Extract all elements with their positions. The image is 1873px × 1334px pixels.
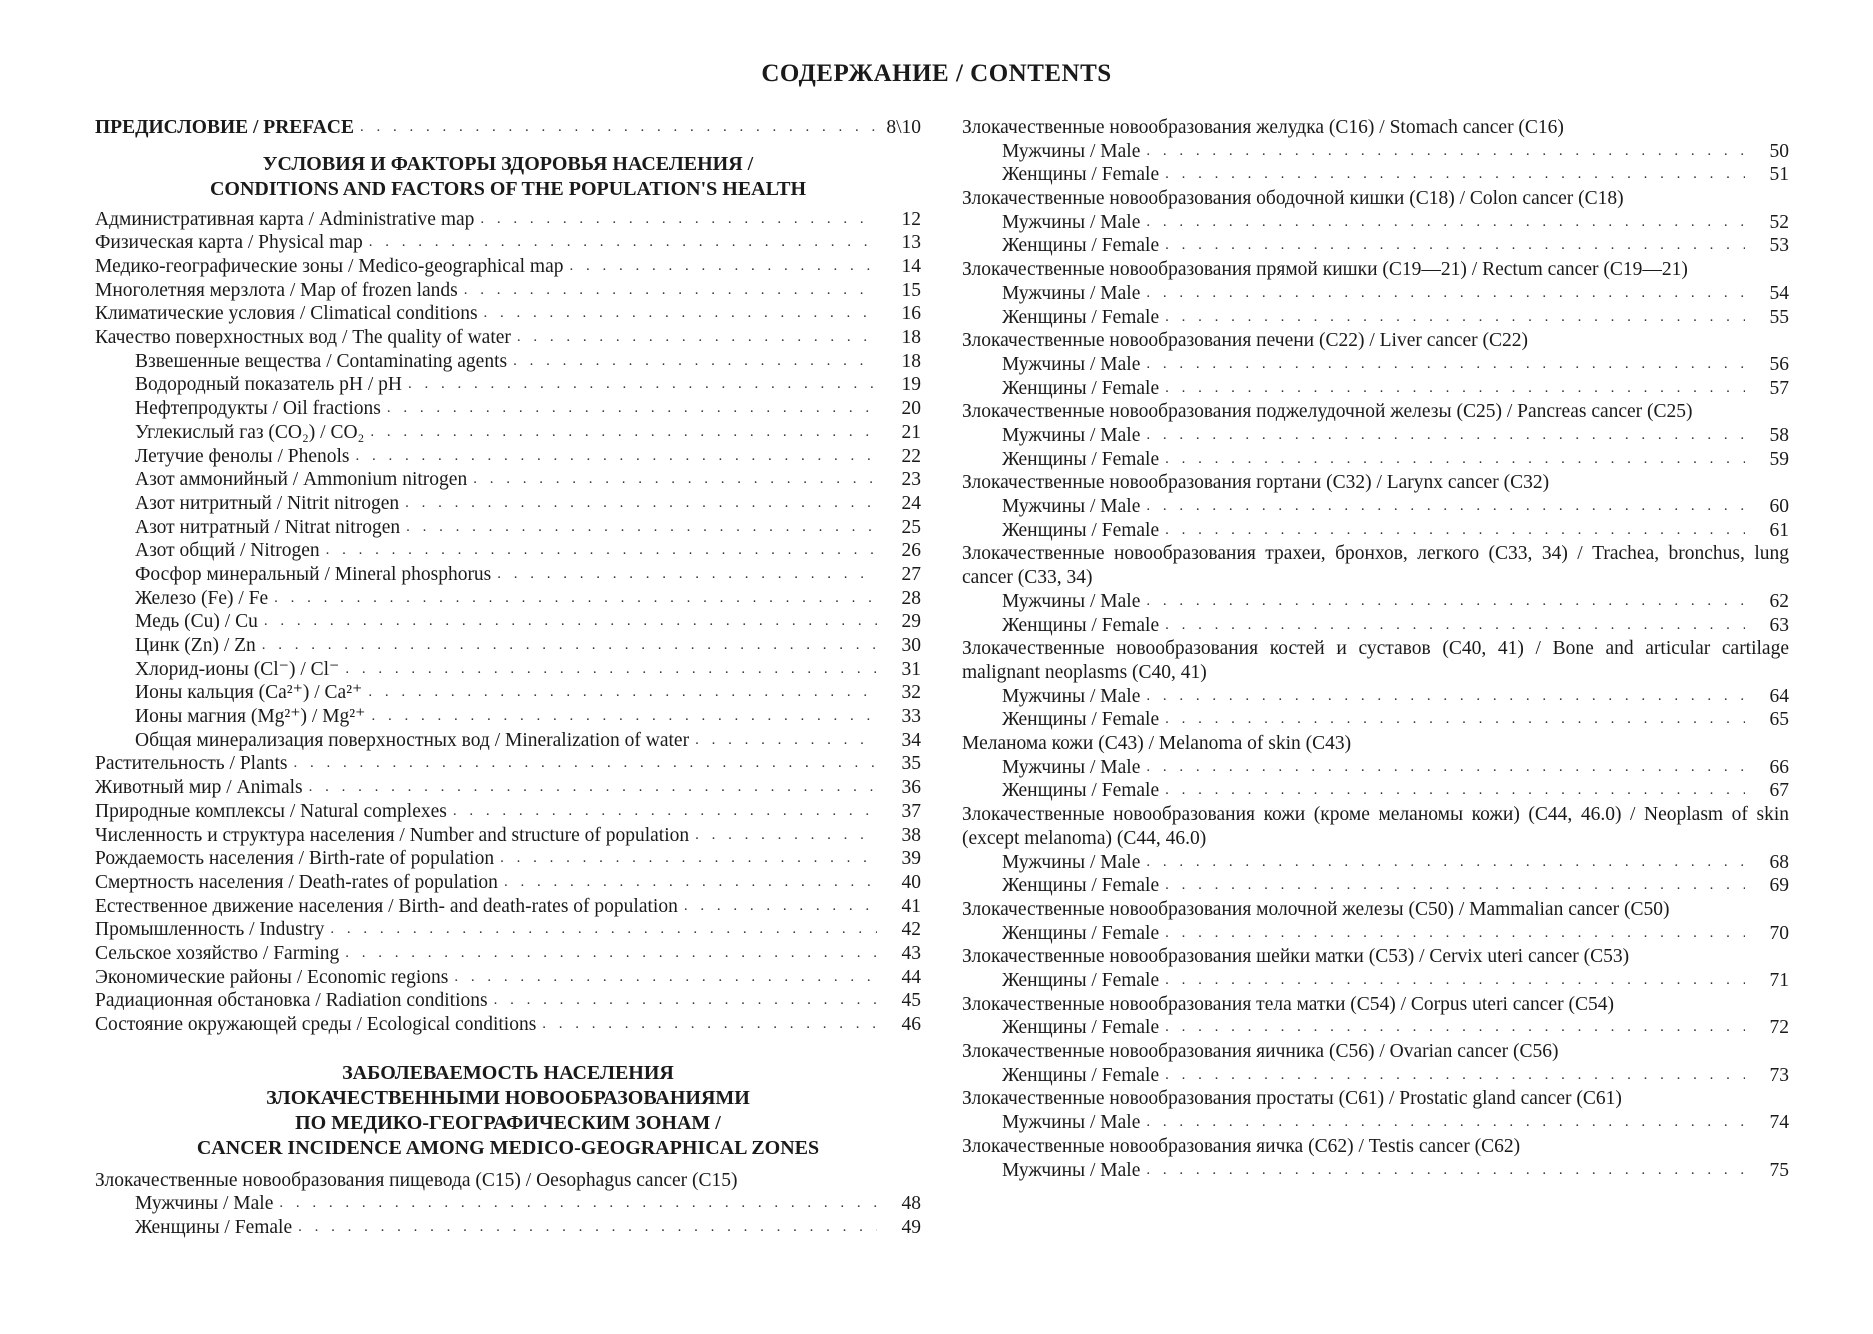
leader-dots [1165, 234, 1745, 258]
leader-dots [356, 445, 877, 469]
toc-entry-label: Женщины / Female [1002, 377, 1160, 399]
toc-page-number: 42 [901, 919, 921, 941]
leader-dots [387, 397, 877, 421]
toc-entry[interactable] [95, 871, 921, 895]
toc-entry-label: Женщины / Female [1002, 306, 1160, 328]
leader-dots [480, 208, 877, 232]
leader-dots [1165, 922, 1745, 946]
toc-group-heading: Злокачественные новообразования гортани (C32) / Larynx cancer (C32) [962, 472, 1550, 494]
toc-entry[interactable] [962, 211, 1789, 235]
toc-entry-label: Рождаемость населения / Birth-rate of population [95, 848, 495, 870]
toc-entry[interactable] [962, 590, 1789, 614]
toc-entry-label: Фосфор минеральный / Mineral phosphorus [135, 563, 492, 585]
contents-right-column [962, 116, 1789, 1182]
toc-entry[interactable] [95, 634, 921, 658]
toc-page-number: 75 [1769, 1159, 1789, 1181]
toc-page-number: 48 [901, 1193, 921, 1215]
leader-dots [326, 539, 877, 563]
toc-entry[interactable] [962, 353, 1789, 377]
toc-entry-label: Мужчины / Male [1002, 1159, 1141, 1181]
toc-entry[interactable] [962, 756, 1789, 780]
toc-entry[interactable] [962, 519, 1789, 543]
toc-page-number: 34 [901, 729, 921, 751]
toc-page-number: 37 [901, 800, 921, 822]
toc-entry-preface[interactable] [95, 116, 921, 140]
toc-page-number: 28 [901, 587, 921, 609]
toc-page-number: 50 [1769, 140, 1789, 162]
toc-entry-label: Ионы кальция (Ca²⁺) / Ca²⁺ [135, 682, 363, 704]
toc-list-cancer-left [95, 1169, 921, 1240]
leader-dots [1165, 163, 1745, 187]
toc-page-number: 74 [1769, 1112, 1789, 1134]
toc-group-heading: Злокачественные новообразования желудка (C16) / Stomach cancer (C16) [962, 117, 1564, 138]
toc-entry[interactable] [95, 824, 921, 848]
toc-group-heading: Злокачественные новообразования тела матки (C54) / Corpus uteri cancer (C54) [962, 993, 1614, 1015]
toc-page-number: 18 [901, 350, 921, 372]
leader-dots [1146, 495, 1745, 519]
section-heading-cancer-incidence [95, 1061, 921, 1161]
toc-entry-label: Женщины / Female [1002, 780, 1160, 802]
toc-entry[interactable] [95, 445, 921, 469]
toc-group-heading: Злокачественные новообразования яичка (C62) / Testis cancer (C62) [962, 1135, 1521, 1157]
toc-entry-label: Ионы магния (Mg²⁺) / Mg²⁺ [135, 706, 366, 728]
leader-dots [405, 492, 877, 516]
leader-dots [371, 705, 877, 729]
toc-page-number: 51 [1769, 164, 1789, 186]
toc-entry[interactable] [95, 1216, 921, 1240]
leader-dots [542, 1013, 877, 1037]
toc-entry[interactable] [962, 140, 1789, 164]
toc-entry-label: Мужчины / Male [1002, 425, 1141, 446]
toc-entry-label: Железо (Fe) / Fe [135, 587, 269, 609]
toc-entry-label: Женщины / Female [1002, 922, 1160, 944]
leader-dots [1146, 353, 1745, 377]
toc-entry[interactable] [95, 516, 921, 540]
toc-page-number: 22 [901, 445, 921, 467]
toc-entry-label: Промышленность / Industry [95, 919, 325, 941]
toc-entry[interactable] [95, 729, 921, 753]
toc-page-number: 23 [901, 469, 921, 491]
toc-group-heading: Злокачественные новообразования печени (C22) / Liver cancer (C22) [962, 330, 1528, 352]
toc-page-number: 29 [901, 611, 921, 633]
toc-group-heading: Злокачественные новообразования яичника (C56) / Ovarian cancer (C56) [962, 1041, 1559, 1063]
leader-dots [1165, 779, 1745, 803]
toc-page-number: 33 [901, 706, 921, 728]
toc-entry-label: Водородный показатель pH / pH [135, 374, 402, 396]
toc-entry-label: Углекислый газ (CO₂) / CO₂ [135, 421, 365, 443]
section-heading-line: ПО МЕДИКО-ГЕОГРАФИЧЕСКИМ ЗОНАМ / [295, 1111, 721, 1134]
leader-dots [369, 231, 877, 255]
toc-page-number: 62 [1769, 590, 1789, 612]
leader-dots [1165, 614, 1745, 638]
toc-entry-label: Мужчины / Male [1002, 282, 1141, 304]
leader-dots [1165, 708, 1745, 732]
toc-page-number: 21 [901, 421, 921, 443]
toc-entry[interactable] [95, 326, 921, 350]
toc-entry-label: Климатические условия / Climatical conditions [95, 303, 478, 325]
toc-group-heading: Злокачественные новообразования ободочной кишки (C18) / Colon cancer (C18) [962, 188, 1624, 210]
toc-entry[interactable] [962, 685, 1789, 709]
toc-entry-label: Азот аммонийный / Ammonium nitrogen [135, 469, 468, 491]
leader-dots [1146, 590, 1745, 614]
toc-entry[interactable] [95, 918, 921, 942]
toc-page-number: 55 [1769, 306, 1789, 328]
toc-entry[interactable] [962, 424, 1789, 448]
toc-entry-label: Радиационная обстановка / Radiation conditions [95, 990, 488, 1012]
toc-entry[interactable] [95, 942, 921, 966]
toc-entry-label: Мужчины / Male [1002, 590, 1141, 612]
toc-page-number: 41 [901, 895, 921, 917]
toc-entry[interactable] [962, 495, 1789, 519]
toc-page-number: 15 [901, 279, 921, 301]
leader-dots [569, 255, 877, 279]
toc-page-number: 44 [901, 966, 921, 988]
leader-dots [1165, 969, 1745, 993]
toc-list-cancer-right [962, 116, 1789, 1182]
toc-page-number: 52 [1769, 211, 1789, 233]
leader-dots [500, 847, 877, 871]
toc-entry-label: Женщины / Female [1002, 519, 1160, 541]
toc-entry-label: Качество поверхностных вод / The quality of water [95, 327, 511, 349]
toc-entry-label: Нефтепродукты / Oil fractions [135, 398, 381, 420]
leader-dots [1165, 1016, 1745, 1040]
toc-entry-label: Азот нитритный / Nitrit nitrogen [135, 492, 400, 514]
contents-left-column [95, 116, 921, 1240]
leader-dots [494, 989, 877, 1013]
toc-entry-label: Физическая карта / Physical map [95, 232, 363, 254]
toc-page-number: 16 [901, 303, 921, 325]
leader-dots [1146, 424, 1745, 448]
toc-entry[interactable] [95, 350, 921, 374]
leader-dots [454, 966, 877, 990]
toc-entry-label: Многолетняя мерзлота / Map of frozen lands [95, 279, 458, 301]
toc-group-heading: Злокачественные новообразования пищевода (C15) / Oesophagus cancer (C15) [95, 1169, 738, 1191]
toc-list-conditions [95, 208, 921, 1037]
toc-entry[interactable] [962, 969, 1789, 993]
leader-dots [1146, 685, 1745, 709]
toc-entry-label: Общая минерализация поверхностных вод / Mineralization of water [135, 729, 690, 751]
toc-entry[interactable] [95, 966, 921, 990]
toc-page-number: 39 [901, 848, 921, 870]
toc-entry[interactable] [95, 847, 921, 871]
toc-entry-label: Хлорид-ионы (Cl⁻) / Cl⁻ [135, 658, 340, 680]
toc-entry-label: Женщины / Female [1002, 614, 1160, 636]
toc-page-number: 19 [901, 374, 921, 396]
toc-page-number: 31 [901, 658, 921, 680]
leader-dots [513, 350, 877, 374]
toc-page-number: 27 [901, 563, 921, 585]
toc-entry[interactable] [95, 705, 921, 729]
toc-page-number: 18 [901, 327, 921, 349]
toc-page-number: 68 [1769, 851, 1789, 873]
section-heading-conditions [95, 152, 921, 202]
toc-entry-label: Женщины / Female [1002, 448, 1160, 470]
toc-page-number: 59 [1769, 448, 1789, 470]
toc-entry-label: Цинк (Zn) / Zn [135, 635, 256, 657]
toc-entry-label: Женщины / Female [1002, 164, 1160, 186]
toc-group-heading: Злокачественные новообразования кожи (кроме меланомы кожи) (C44, 46.0) / Neoplasm of skin (except melanoma) (C44, 46.0) [962, 804, 1789, 849]
toc-group-heading: Меланома кожи (C43) / Melanoma of skin (C43) [962, 733, 1352, 755]
toc-page-number: 38 [901, 824, 921, 846]
toc-entry-label: Мужчины / Male [1002, 496, 1141, 518]
section-heading-line: УСЛОВИЯ И ФАКТОРЫ ЗДОРОВЬЯ НАСЕЛЕНИЯ / [262, 152, 754, 175]
toc-group-heading: Злокачественные новообразования шейки матки (C53) / Cervix uteri cancer (C53) [962, 946, 1630, 968]
toc-page-number: 63 [1769, 614, 1789, 636]
leader-dots [294, 752, 878, 776]
toc-entry[interactable] [962, 779, 1789, 803]
toc-group-heading: Злокачественные новообразования поджелудочной железы (C25) / Pancreas cancer (C25) [962, 401, 1693, 423]
leader-dots [309, 776, 877, 800]
leader-dots [1165, 519, 1745, 543]
leader-dots [453, 800, 877, 824]
toc-page-number: 65 [1769, 709, 1789, 731]
toc-page-number: 61 [1769, 519, 1789, 541]
leader-dots [1146, 282, 1745, 306]
toc-page-number: 66 [1769, 756, 1789, 778]
leader-dots [262, 634, 877, 658]
toc-entry[interactable] [962, 874, 1789, 898]
toc-entry[interactable] [95, 302, 921, 326]
leader-dots [684, 895, 877, 919]
toc-entry-label: Мужчины / Male [1002, 685, 1141, 707]
toc-entry-label: Азот нитратный / Nitrat nitrogen [135, 516, 401, 538]
toc-page-number: 72 [1769, 1017, 1789, 1039]
toc-entry[interactable] [95, 681, 921, 705]
toc-entry-label: Женщины / Female [1002, 1064, 1160, 1086]
leader-dots [1165, 874, 1745, 898]
toc-group-heading: Злокачественные новообразования прямой кишки (C19—21) / Rectum cancer (C19—21) [962, 259, 1688, 281]
toc-entry[interactable] [95, 895, 921, 919]
toc-page-number: 60 [1769, 496, 1789, 518]
toc-entry[interactable] [95, 468, 921, 492]
toc-group-heading: Злокачественные новообразования костей и суставов (C40, 41) / Bone and articular cartilage malignant neoplasms (C40, 41) [962, 638, 1789, 683]
toc-entry[interactable] [95, 563, 921, 587]
section-heading-line: CONDITIONS AND FACTORS OF THE POPULATION'S HEALTH [209, 177, 807, 200]
toc-entry-label: Природные комплексы / Natural complexes [95, 800, 447, 822]
toc-page-number: 14 [901, 256, 921, 278]
toc-entry-label: Сельское хозяйство / Farming [95, 942, 340, 964]
toc-entry[interactable] [95, 1013, 921, 1037]
leader-dots [408, 373, 877, 397]
toc-entry-label: Медико-географические зоны / Medico-geographical map [95, 256, 564, 278]
toc-entry-label: Численность и структура населения / Number and structure of population [95, 824, 690, 846]
toc-entry[interactable] [962, 306, 1789, 330]
toc-page-number: 73 [1769, 1064, 1789, 1086]
toc-entry-label: Растительность / Plants [95, 753, 288, 775]
toc-page-number: 67 [1769, 780, 1789, 802]
toc-entry-label: ПРЕДИСЛОВИЕ / PREFACE [95, 116, 354, 138]
toc-entry[interactable] [95, 231, 921, 255]
leader-dots [274, 587, 877, 611]
toc-entry-label: Женщины / Female [1002, 1017, 1160, 1039]
leader-dots [484, 302, 877, 326]
leader-dots [298, 1216, 877, 1240]
toc-entry[interactable] [95, 610, 921, 634]
toc-group-heading: Злокачественные новообразования молочной железы (C50) / Mammalian cancer (C50) [962, 898, 1670, 920]
toc-entry[interactable] [962, 614, 1789, 638]
toc-entry-label: Смертность населения / Death-rates of population [95, 871, 498, 893]
toc-entry[interactable] [962, 1111, 1789, 1135]
leader-dots [370, 421, 877, 445]
toc-entry-label: Мужчины / Male [1002, 1112, 1141, 1134]
toc-page-number: 30 [901, 635, 921, 657]
toc-page-number: 43 [901, 942, 921, 964]
leader-dots [1146, 1159, 1745, 1183]
leader-dots [1146, 140, 1745, 164]
toc-page-number: 20 [901, 398, 921, 420]
leader-dots [473, 468, 877, 492]
toc-page-number: 58 [1769, 425, 1789, 446]
toc-page-number: 8\10 [886, 116, 921, 138]
toc-page-number: 54 [1769, 282, 1789, 304]
leader-dots [1165, 1064, 1745, 1088]
toc-page-number: 71 [1769, 969, 1789, 991]
toc-entry[interactable] [962, 1016, 1789, 1040]
toc-page-number: 12 [901, 208, 921, 230]
toc-page-number: 32 [901, 682, 921, 704]
toc-group-heading: Злокачественные новообразования простаты (C61) / Prostatic gland cancer (C61) [962, 1088, 1622, 1110]
toc-entry[interactable] [962, 1159, 1789, 1183]
leader-dots [345, 942, 877, 966]
toc-entry[interactable] [95, 397, 921, 421]
toc-entry-label: Естественное движение населения / Birth- and death-rates of population [95, 895, 678, 917]
toc-entry-label: Административная карта / Administrative map [95, 208, 475, 230]
toc-page-number: 53 [1769, 235, 1789, 257]
leader-dots [1146, 1111, 1745, 1135]
toc-page-number: 25 [901, 516, 921, 538]
toc-entry[interactable] [962, 708, 1789, 732]
toc-page-number: 49 [901, 1217, 921, 1239]
toc-page-number: 64 [1769, 685, 1789, 707]
toc-entry[interactable] [95, 1192, 921, 1216]
leader-dots [406, 516, 877, 540]
leader-dots [504, 871, 877, 895]
section-heading-line: ЗАБОЛЕВАЕМОСТЬ НАСЕЛЕНИЯ [342, 1061, 674, 1084]
toc-entry[interactable] [962, 851, 1789, 875]
toc-entry[interactable] [95, 587, 921, 611]
toc-page-number: 70 [1769, 922, 1789, 944]
toc-entry[interactable] [95, 374, 921, 398]
leader-dots [695, 729, 877, 753]
leader-dots [345, 658, 877, 682]
leader-dots [279, 1192, 877, 1216]
leader-dots [497, 563, 877, 587]
toc-entry[interactable] [95, 658, 921, 682]
toc-entry-label: Женщины / Female [1002, 969, 1160, 991]
toc-entry[interactable] [95, 279, 921, 303]
toc-entry[interactable] [95, 989, 921, 1013]
toc-entry-label: Летучие фенолы / Phenols [135, 445, 350, 467]
toc-entry-label: Женщины / Female [1002, 235, 1160, 257]
toc-page-number: 69 [1769, 875, 1789, 897]
toc-entry[interactable] [95, 539, 921, 563]
toc-page-number: 57 [1769, 377, 1789, 399]
leader-dots [368, 681, 877, 705]
toc-page-number: 46 [901, 1014, 921, 1036]
toc-page-number: 36 [901, 777, 921, 799]
toc-entry-label: Взвешенные вещества / Contaminating agents [135, 350, 508, 372]
toc-page-number: 13 [901, 232, 921, 254]
toc-page-number: 45 [901, 990, 921, 1012]
toc-group-heading: Злокачественные новообразования трахеи, бронхов, легкого (C33, 34) / Trachea, bronchus, lung cancer (C33, 34) [962, 543, 1789, 589]
toc-page-number: 26 [901, 540, 921, 562]
leader-dots [1146, 851, 1745, 875]
toc-page-number: 56 [1769, 353, 1789, 375]
toc-entry-label: Мужчины / Male [1002, 851, 1141, 873]
toc-entry[interactable] [962, 234, 1789, 258]
leader-dots [695, 824, 877, 848]
toc-entry-label: Мужчины / Male [135, 1193, 274, 1215]
toc-entry[interactable] [95, 492, 921, 516]
toc-entry[interactable] [95, 776, 921, 800]
section-heading-line: ЗЛОКАЧЕСТВЕННЫМИ НОВООБРАЗОВАНИЯМИ [266, 1086, 750, 1109]
leader-dots [1165, 448, 1745, 472]
section-heading-line: CANCER INCIDENCE AMONG MEDICO-GEOGRAPHICAL ZONES [196, 1136, 820, 1159]
leader-dots [1165, 306, 1745, 330]
toc-entry[interactable] [962, 377, 1789, 401]
toc-entry[interactable] [95, 753, 921, 777]
leader-dots [1146, 211, 1745, 235]
leader-dots [464, 279, 877, 303]
toc-entry-label: Мужчины / Male [1002, 140, 1141, 162]
toc-entry[interactable] [95, 421, 921, 445]
toc-entry-label: Мужчины / Male [1002, 211, 1141, 233]
toc-entry[interactable] [962, 448, 1789, 472]
toc-entry-label: Мужчины / Male [1002, 756, 1141, 778]
toc-entry-label: Женщины / Female [135, 1217, 293, 1239]
toc-entry[interactable] [95, 208, 921, 232]
leader-dots [517, 326, 877, 350]
toc-entry-label: Женщины / Female [1002, 875, 1160, 897]
leader-dots [360, 116, 877, 140]
toc-entry-label: Медь (Cu) / Cu [135, 611, 258, 633]
page-title: СОДЕРЖАНИЕ / CONTENTS [761, 60, 1112, 87]
leader-dots [1146, 756, 1745, 780]
toc-entry[interactable] [962, 1064, 1789, 1088]
toc-entry[interactable] [95, 255, 921, 279]
toc-entry-label: Состояние окружающей среды / Ecological conditions [95, 1014, 537, 1036]
toc-page-number: 24 [901, 492, 921, 514]
leader-dots [330, 918, 877, 942]
leader-dots [1165, 377, 1745, 401]
leader-dots [264, 610, 877, 634]
toc-entry[interactable] [95, 800, 921, 824]
toc-entry[interactable] [962, 282, 1789, 306]
toc-page-number: 40 [901, 871, 921, 893]
toc-entry-label: Экономические районы / Economic regions [95, 966, 449, 988]
toc-entry-label: Женщины / Female [1002, 709, 1160, 731]
toc-entry-label: Азот общий / Nitrogen [135, 540, 320, 562]
toc-entry[interactable] [962, 163, 1789, 187]
toc-page-number: 35 [901, 753, 921, 775]
toc-entry[interactable] [962, 922, 1789, 946]
toc-entry-label: Мужчины / Male [1002, 353, 1141, 375]
toc-entry-label: Животный мир / Animals [95, 777, 303, 799]
